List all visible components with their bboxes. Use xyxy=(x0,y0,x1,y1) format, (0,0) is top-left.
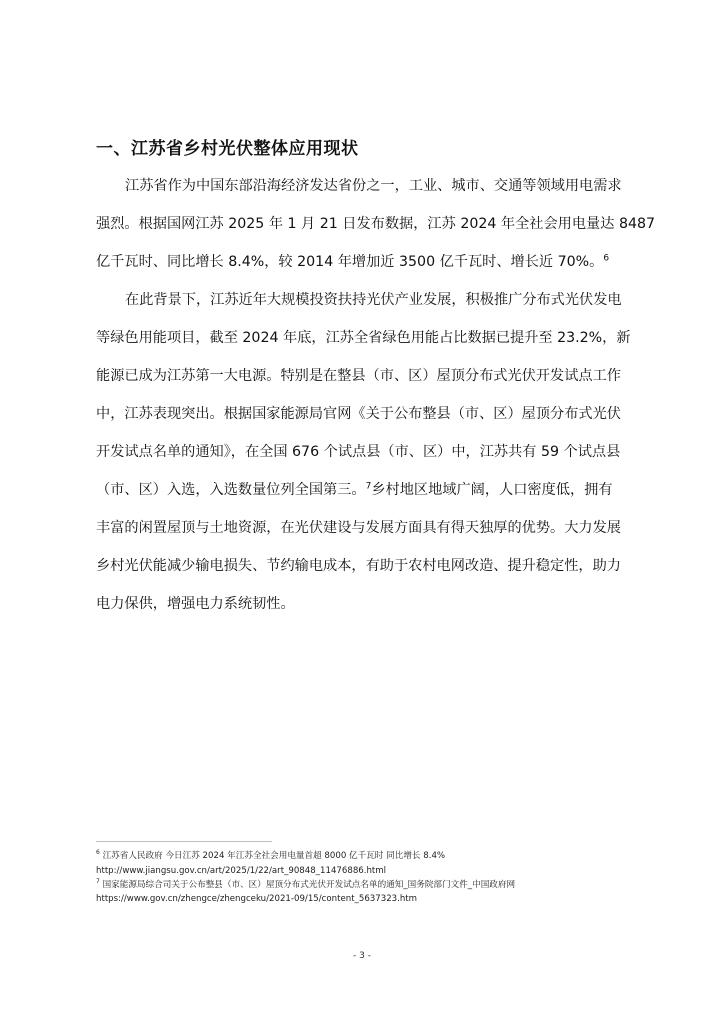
page-number: - 3 - xyxy=(353,951,371,961)
footnote-text: 江苏省人民政府 今日江苏 2024 年江苏全社会用电量首超 8000 亿千瓦时 同比增长 8.4% xyxy=(102,851,446,861)
paragraph-line: 开发试点名单的通知》，在全国 676 个试点县（市、区）中，江苏共有 59 个试点县 xyxy=(96,444,621,460)
paragraph-line: 电力保供，增强电力系统韧性。 xyxy=(96,596,295,612)
paragraph-text: 乡村地区地域广阔，人口密度低，拥有 xyxy=(371,482,613,498)
footnote-number: 6 xyxy=(96,849,100,857)
paragraph-line: 中，江苏表现突出。根据国家能源局官网《关于公布整县（市、区）屋顶分布式光伏 xyxy=(96,406,621,422)
paragraph-text: （市、区）入选，入选数量位列全国第三。 xyxy=(96,482,366,498)
paragraph-line: 能源已成为江苏第一大电源。特别是在整县（市、区）屋顶分布式光伏开发试点工作 xyxy=(96,368,621,384)
paragraph-text: 亿千瓦时、同比增长 8.4%，较 2014 年增加近 3500 亿千瓦时、增长近 70%。 xyxy=(96,254,604,270)
footnote-link[interactable]: https://www.gov.cn/zhengce/zhengceku/2021-09/15/content_5637323.htm xyxy=(96,894,418,904)
footnote-item xyxy=(96,879,515,891)
footnote-text: 国家能源局综合司关于公布整县（市、区）屋顶分布式光伏开发试点名单的通知_国务院部门文件_中国政府网 xyxy=(102,880,516,890)
paragraph-line: 江苏省作为中国东部沿海经济发达省份之一，工业、城市、交通等领域用电需求 xyxy=(125,178,622,194)
paragraph-line: 等绿色用能项目，截至 2024 年底，江苏全省绿色用能占比数据已提升至 23.2%，新 xyxy=(96,330,631,346)
footnote-item xyxy=(96,850,445,862)
paragraph-line: 乡村光伏能减少输电损失、节约输电成本，有助于农村电网改造、提升稳定性，助力 xyxy=(96,558,621,574)
footnote-divider xyxy=(96,841,272,842)
paragraph-line xyxy=(96,252,609,272)
footnote-link[interactable]: http://www.jiangsu.gov.cn/art/2025/1/22/art_90848_11476886.html xyxy=(96,866,387,876)
paragraph-line: 强烈。根据国网江苏 2025 年 1 月 21 日发布数据，江苏 2024 年全社会用电量达 8487 xyxy=(96,216,656,232)
footnote-ref[interactable]: 7 xyxy=(365,481,372,492)
paragraph-line: 丰富的闲置屋顶与土地资源，在光伏建设与发展方面具有得天独厚的优势。大力发展 xyxy=(96,520,621,536)
footnote-ref[interactable]: 6 xyxy=(603,253,610,264)
paragraph-line xyxy=(96,480,613,500)
page-title: 一、江苏省乡村光伏整体应用现状 xyxy=(96,139,359,159)
footnote-number: 7 xyxy=(96,878,100,886)
paragraph-line: 在此背景下，江苏近年大规模投资扶持光伏产业发展，积极推广分布式光伏发电 xyxy=(125,292,622,308)
